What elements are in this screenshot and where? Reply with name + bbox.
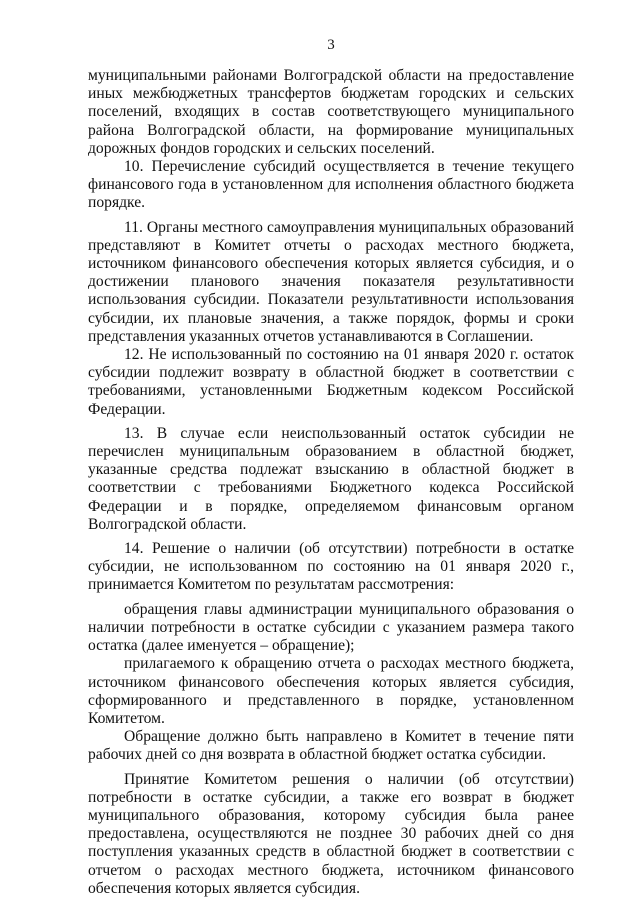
paragraph-14-item-report: прилагаемого к обращению отчета о расходах местного бюджета, источником финансового обеспечения которых является субсидия, сформированного и представленного в порядке, установленном Комитетом. bbox=[88, 655, 574, 727]
paragraph-14-item-request: обращения главы администрации муниципального образования о наличии потребности в остатке субсидии с указанием размера такого остатка (далее именуется – обращение); bbox=[88, 600, 574, 655]
paragraph-14: 14. Решение о наличии (об отсутствии) потребности в остатке субсидии, не использованном по состоянию на 01 января 2020 г., принимается Комитетом по результатам рассмотрения: bbox=[88, 540, 574, 594]
paragraph-12: 12. Не использованный по состоянию на 01 января 2020 г. остаток субсидии подлежит возврату в областной бюджет в соответствии с требованиями, установленными Бюджетным кодексом Российской Федерации. bbox=[88, 346, 574, 418]
page-number: 3 bbox=[327, 37, 335, 53]
paragraph-11: 11. Органы местного самоуправления муниципальных образований представляют в Комитет отчеты о расходах местного бюджета, источником финансового обеспечения которых является субсидия, и о достижении планового значения показателя результативности использования субсидии. Показатели результативности использования субсидии, их плановые значения, а также порядок, формы и сроки представления указанных отчетов устанавливаются в Соглашении. bbox=[88, 218, 574, 345]
paragraph-10: 10. Перечисление субсидий осуществляется в течение текущего финансового года в установленном для исполнения областного бюджета порядке. bbox=[88, 158, 574, 212]
paragraph-decision-deadline: Принятие Комитетом решения о наличии (об отсутствии) потребности в остатке субсидии, а также его возврат в бюджет муниципального образования, которому субсидия была ранее предоставлена, осуществляются не позднее 30 рабочих дней со дня поступления указанных средств в областной бюджет в соответствии с отчетом о расходах местного бюджета, источником финансового обеспечения которых является субсидия. bbox=[88, 770, 574, 897]
paragraph-13: 13. В случае если неиспользованный остаток субсидии не перечислен муниципальным образованием в областной бюджет, указанные средства подлежат взысканию в областной бюджет в соответствии с требованиями Бюджетного кодекса Российской Федерации и в порядке, определяемом финансовым органом Волгоградской области. bbox=[88, 424, 574, 533]
document-body bbox=[88, 67, 574, 898]
paragraph-continuation: муниципальными районами Волгоградской области на предоставление иных межбюджетных трансфертов бюджетам городских и сельских поселений, входящих в состав соответствующего муниципального района Волгоградской области, на формирование муниципальных дорожных фондов городских и сельских поселений. bbox=[88, 67, 574, 157]
paragraph-request-deadline: Обращение должно быть направлено в Комитет в течение пяти рабочих дней со дня возврата в областной бюджет остатка субсидии. bbox=[88, 728, 574, 764]
